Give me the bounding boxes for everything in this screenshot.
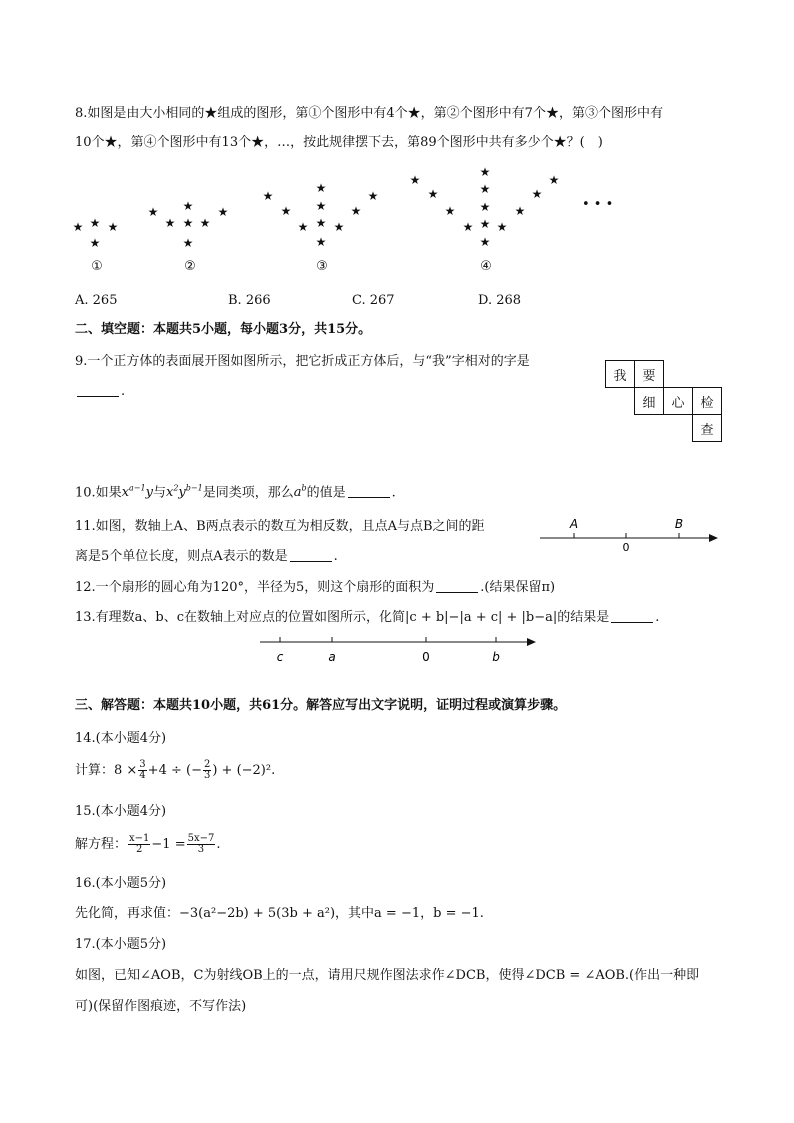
- star-icon: ★: [496, 220, 508, 234]
- cube-cell: 检: [693, 388, 722, 415]
- star-icon: ★: [72, 220, 84, 234]
- star-icon: ★: [462, 220, 474, 234]
- q11-blank: [290, 549, 332, 562]
- star-icon: ★: [315, 216, 327, 230]
- q12-blank: [436, 580, 478, 593]
- q15-header: 15.(本小题4分): [75, 804, 167, 819]
- cube-cell: 心: [664, 388, 693, 415]
- figure-label-2: ②: [184, 259, 196, 274]
- axis-label-a: a: [328, 650, 336, 664]
- figure-label-3: ③: [316, 259, 328, 274]
- q8-option-c: C. 267: [352, 293, 395, 308]
- star-icon: ★: [297, 220, 309, 234]
- star-icon: ★: [182, 199, 194, 213]
- axis-label-b: B: [674, 517, 684, 531]
- q16-text: 先化简，再求值：−3(a²−2b) + 5(3b + a²)，其中a = −1，b = −1.: [75, 906, 484, 921]
- fraction: $\frac{5x-7}{3}$: [187, 833, 215, 855]
- star-icon: ★: [479, 165, 491, 179]
- star-icon: ★: [107, 220, 119, 234]
- star-icon: ★: [182, 216, 194, 230]
- axis-label-b: b: [492, 650, 500, 664]
- q17-line2: 可)(保留作图痕迹，不写作法): [75, 999, 247, 1014]
- cube-cell: 查: [693, 415, 722, 442]
- q11-line1: 11.如图，数轴上A、B两点表示的数互为相反数，且点A与点B之间的距: [75, 519, 485, 534]
- star-icon: ★: [479, 217, 491, 231]
- star-icon: ★: [531, 187, 543, 201]
- q13-text: 13.有理数a、b、c在数轴上对应点的位置如图所示，化简|c + b|−|a + c| + |b−a|的结果是 .: [75, 610, 660, 625]
- cube-net: [605, 360, 722, 442]
- q8-line2: 10个★，第④个图形中有13个★，…，按此规律摆下去，第89个图形中共有多少个★？( ): [75, 135, 603, 150]
- cube-cell: 我: [606, 361, 635, 388]
- q13-blank: [611, 610, 653, 623]
- axis-label-zero: 0: [422, 650, 430, 664]
- q14-header: 14.(本小题4分): [75, 731, 167, 746]
- star-icon: ★: [479, 182, 491, 196]
- star-icon: ★: [479, 235, 491, 249]
- section-3-heading: 三、解答题：本题共10小题，共61分。解答应写出文字说明，证明过程或演算步骤。: [75, 698, 567, 713]
- q14-expression: 计算：8 × $\frac{3}{4}$ +4 ÷ (− $\frac{2}{3}$ ) + (−2)².: [75, 759, 276, 781]
- star-icon: ★: [262, 189, 274, 203]
- axis-label-a: A: [569, 517, 579, 531]
- q10-blank: [348, 485, 390, 498]
- star-icon: ★: [409, 173, 421, 187]
- q17-line1: 如图，已知∠AOB，C为射线OB上的一点，请用尺规作图法求作∠DCB，使得∠DCB = ∠AOB.(作出一种即: [75, 968, 700, 983]
- q8-option-d: D. 268: [478, 293, 522, 308]
- star-icon: ★: [315, 181, 327, 195]
- q11-line2: 离是5个单位长度，则点A表示的数是 .: [75, 549, 338, 564]
- star-icon: ★: [548, 173, 560, 187]
- star-icon: ★: [182, 236, 194, 250]
- star-icon: ★: [89, 236, 101, 250]
- star-icon: ★: [444, 204, 456, 218]
- figure-label-1: ①: [91, 259, 103, 274]
- star-icon: ★: [427, 187, 439, 201]
- q9-answer-line: .: [75, 384, 125, 400]
- star-icon: ★: [164, 216, 176, 230]
- q9-text: 9.一个正方体的表面展开图如图所示，把它折成正方体后，与“我”字相对的字是: [75, 354, 530, 369]
- ellipsis: • • •: [582, 197, 614, 212]
- cube-cell: 要: [635, 361, 664, 388]
- q13-number-line: [250, 630, 550, 670]
- star-icon: ★: [479, 200, 491, 214]
- q8-option-a: A. 265: [75, 293, 118, 308]
- star-pattern-figure: [0, 160, 794, 285]
- star-icon: ★: [89, 216, 101, 230]
- q10-text: 10.如果$x^{a-1}y$与$x^2y^{b-1}$是同类项，那么$a^b$的值是 .: [75, 484, 396, 501]
- q17-header: 17.(本小题5分): [75, 937, 167, 952]
- star-icon: ★: [367, 189, 379, 203]
- q8-option-b: B. 266: [228, 293, 271, 308]
- q12-text: 12.一个扇形的圆心角为120°，半径为5，则这个扇形的面积为 .(结果保留π): [75, 580, 556, 595]
- fraction: $\frac{3}{4}$: [139, 759, 146, 781]
- star-icon: ★: [350, 204, 362, 218]
- star-icon: ★: [315, 235, 327, 249]
- fraction: $\frac{x-1}{2}$: [129, 833, 150, 855]
- q8-line1: 8.如图是由大小相同的★组成的图形，第①个图形中有4个★，第②个图形中有7个★，第③个图形中有: [75, 106, 663, 121]
- q16-header: 16.(本小题5分): [75, 876, 167, 891]
- axis-label-zero: 0: [622, 541, 630, 554]
- section-2-heading: 二、填空题：本题共5小题，每小题3分，共15分。: [75, 322, 372, 337]
- q9-blank: [77, 384, 119, 397]
- star-icon: ★: [147, 205, 159, 219]
- star-icon: ★: [315, 199, 327, 213]
- star-icon: ★: [199, 216, 211, 230]
- q15-equation: 解方程： $\frac{x-1}{2}$ −1 = $\frac{5x-7}{3}$ .: [75, 833, 221, 855]
- figure-label-4: ④: [480, 259, 492, 274]
- cube-cell: 细: [635, 388, 664, 415]
- q11-number-line: [530, 510, 730, 555]
- fraction: $\frac{2}{3}$: [203, 759, 211, 781]
- star-icon: ★: [514, 204, 526, 218]
- axis-label-c: c: [276, 650, 284, 664]
- star-icon: ★: [280, 204, 292, 218]
- star-icon: ★: [217, 205, 229, 219]
- star-icon: ★: [333, 220, 345, 234]
